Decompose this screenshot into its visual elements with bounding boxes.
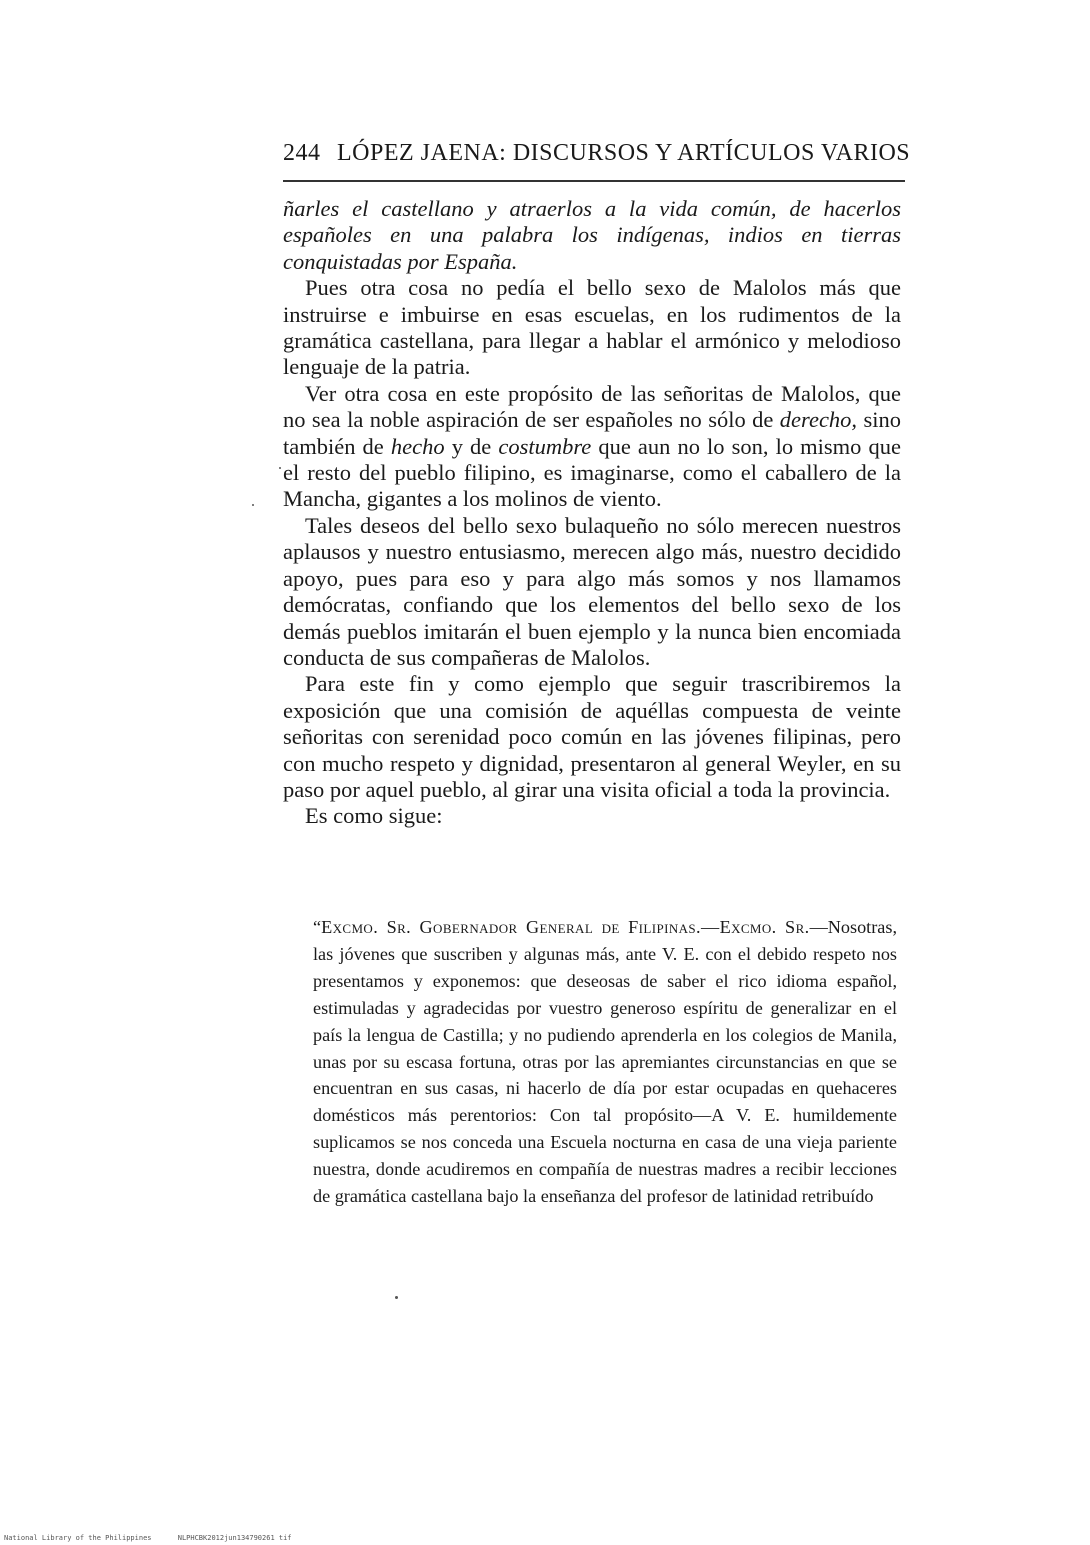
emphasis: costumbre <box>498 433 592 459</box>
salutation: Excmo. Sr. Gobernador General de Filipinas.—Excmo. Sr. <box>321 917 810 937</box>
scan-speck <box>279 467 281 469</box>
quote-paragraph <box>313 914 897 1210</box>
open-quote-mark: “ <box>313 917 322 937</box>
running-title: LÓPEZ JAENA: DISCURSOS Y ARTÍCULOS VARIOS <box>337 140 911 166</box>
text-run: que aun no lo son, lo mismo que el resto del pueblo filipino, es imaginarse, como el caballero de la Mancha, gigantes a los molinos de viento. <box>283 433 901 512</box>
scan-footer <box>4 1534 292 1542</box>
body-text <box>283 196 901 830</box>
block-quote <box>313 914 897 1210</box>
running-header <box>283 140 911 167</box>
scan-speck <box>395 1296 398 1299</box>
text-run: y de <box>444 433 499 459</box>
emphasis: derecho, <box>779 407 858 433</box>
emphasis: hecho <box>390 433 445 459</box>
paragraph: Tales deseos del bello sexo bulaqueño no sólo merecen nuestros aplausos y nuestro entusiasmo, merecen algo más, nuestro decidido apoyo, pues para eso y para algo más somos y nos llamamos demócratas, confiando que los elementos del bello sexo de los demás pueblos imitarán el buen ejemplo y la nunca bien encomiada conducta de sus compañeras de Malolos. <box>283 512 901 670</box>
library-credit: National Library of the Philippines <box>4 1534 152 1542</box>
text-run: Ver otra cosa en este propósito de las señoritas de Malolos, que no sea la noble aspiración de ser españoles no sólo de <box>283 380 901 433</box>
page-number: 244 <box>283 140 321 166</box>
text-run: sino también de <box>283 407 901 459</box>
header-rule <box>283 180 905 182</box>
paragraph <box>283 381 901 513</box>
paragraph: Pues otra cosa no pedía el bello sexo de Malolos más que instruirse e imbuirse en esas escuelas, en los rudimentos de la gramática castellana, para llegar a hablar el armónico y melodioso lenguaje de la patria. <box>283 275 901 380</box>
paragraph: Para este fin y como ejemplo que seguir trascribiremos la exposición que una comisión de aquéllas compuesta de veinte señoritas con serenidad poco común en las jóvenes filipinas, pero con mucho respeto y dignidad, presentaron al general Weyler, en su paso por aquel pueblo, al girar una visita oficial a toda la provincia. <box>283 671 901 802</box>
paragraph: Es como sigue: <box>305 803 443 829</box>
file-identifier: NLPHCBK2012jun134790261 tif <box>177 1534 292 1542</box>
quote-text: —Nosotras, las jóvenes que suscriben y algunas más, ante V. E. con el debido respeto nos presentamos y exponemos: que deseosas de saber el rico idioma español, estimuladas y agradecidas por vuestro generoso espíritu de generalizar en el país la lengua de Castilla; y no pudiendo aprenderla en los colegios de Manila, unas por su escasa fortuna, otras por las apremiantes circunstancias en que se encuentran en sus casas, ni hacerlo de día por estar ocupadas en quehaceres domésticos más perentorios: Con tal propósito—A V. E. humildemente suplicamos se nos conceda una Escuela nocturna en casa de una vieja pariente nuestra, donde acudiremos en compañía de nuestras madres a recibir lecciones de gramática castellana bajo la enseñanza del profesor de latinidad retribuído <box>313 917 897 1207</box>
scan-speck <box>252 504 254 506</box>
paragraph-continued: ñarles el castellano y atraerlos a la vida común, de hacerlos españoles en una palabra los indígenas, indios en tierras conquistadas por España. <box>283 196 901 274</box>
